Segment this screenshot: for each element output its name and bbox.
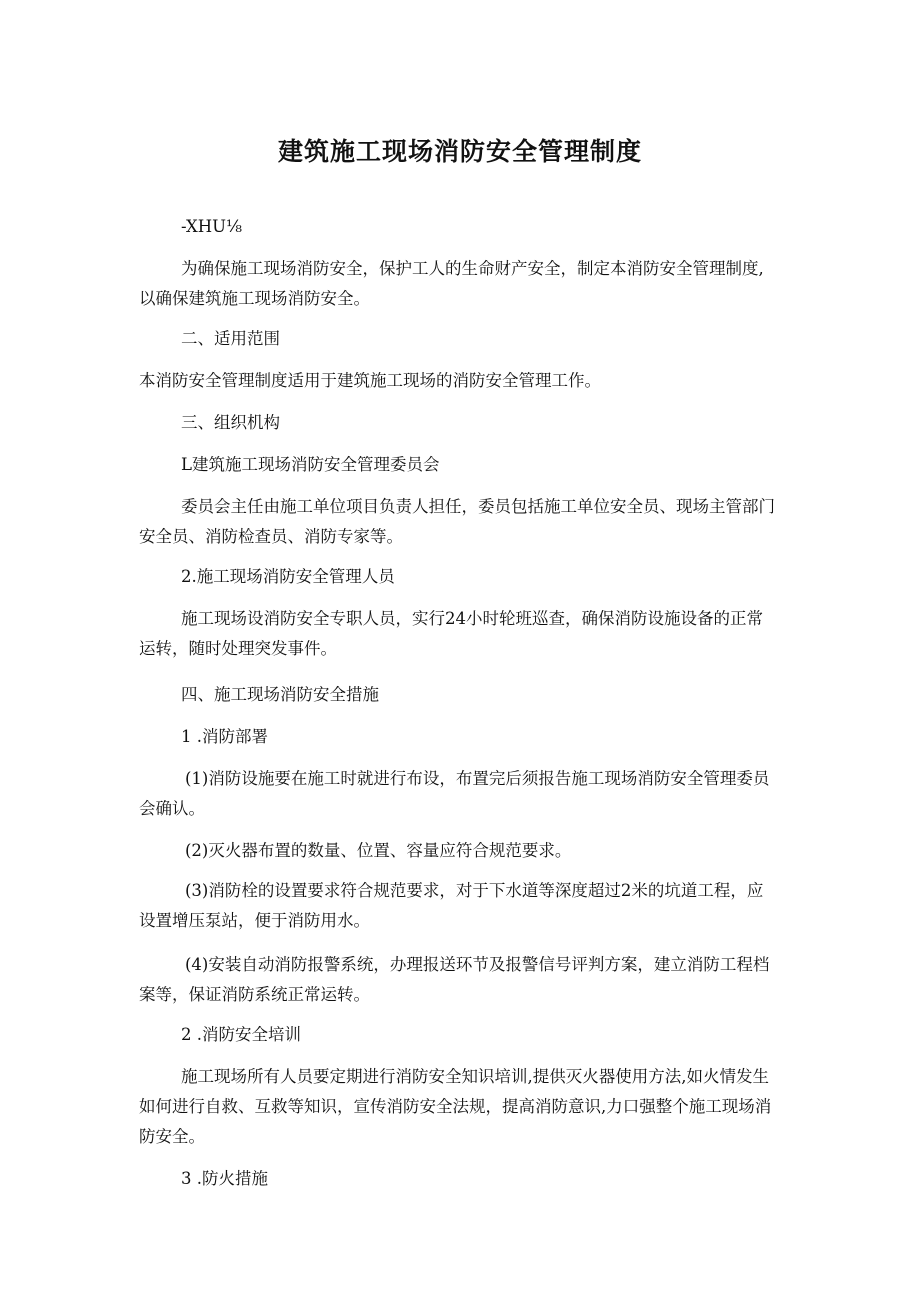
section-1-body [139,254,799,314]
body-line: 施工现场所有人员要定期进行消防安全知识培训,提供灭火器使用方法,如火情发生 [181,1067,769,1086]
section-4-item-3-heading: 3 .防火措施 [181,1169,268,1188]
section-4-item-1-para-1 [139,764,799,824]
body-line: (1)消防设施要在施工时就进行布设，布置完后须报告施工现场消防安全管理委员 [185,769,770,788]
body-line: 以确保建筑施工现场消防安全。 [139,289,370,308]
body-line: 委员会主任由施工单位项目负责人担任，委员包括施工单位安全员、现场主管部门 [181,497,775,516]
body-line: 会确认。 [139,799,205,818]
section-3-item-2-body [139,604,799,664]
section-4-item-1-heading: 1 .消防部署 [181,727,268,746]
body-line: 设置增压泵站，便于消防用水。 [139,911,370,930]
section-2-heading: 二、适用范围 [181,329,280,348]
document-title: 建筑施工现场消防安全管理制度 [277,137,642,166]
section-4-item-1-para-2: (2)灭火器布置的数量、位置、容量应符合规范要求。 [185,841,572,860]
section-3-item-2-heading: 2.施工现场消防安全管理人员 [181,567,395,586]
section-4-item-1-para-3 [139,876,799,936]
section-4-heading: 四、施工现场消防安全措施 [181,685,379,704]
section-1-heading: -XHU⅛ [181,217,243,236]
body-line: 防安全。 [139,1127,205,1146]
section-3-item-1-body [139,492,799,552]
section-2-body: 本消防安全管理制度适用于建筑施工现场的消防安全管理工作。 [139,371,601,390]
body-line: 案等，保证消防系统正常运转。 [139,985,370,1004]
body-line: 运转，随时处理突发事件。 [139,639,337,658]
section-3-heading: 三、组织机构 [181,413,280,432]
body-line: (3)消防栓的设置要求符合规范要求，对于下水道等深度超过2米的坑道工程，应 [185,881,764,900]
body-line: 安全员、消防检查员、消防专家等。 [139,527,403,546]
body-line: 施工现场设消防安全专职人员，实行24小时轮班巡查，确保消防设施设备的正常 [181,609,763,628]
section-3-item-1-heading: L建筑施工现场消防安全管理委员会 [181,455,440,474]
body-line: (4)安装自动消防报警系统，办理报送环节及报警信号评判方案，建立消防工程档 [185,955,770,974]
body-line: 为确保施工现场消防安全，保护工人的生命财产安全，制定本消防安全管理制度, [181,259,764,278]
body-line: 如何进行自救、互救等知识，宣传消防安全法规，提高消防意识,力口强整个施工现场消 [139,1097,772,1116]
section-4-item-2-heading: 2 .消防安全培训 [181,1025,301,1044]
section-4-item-1-para-4 [139,950,799,1010]
section-4-item-2-body [139,1062,799,1152]
